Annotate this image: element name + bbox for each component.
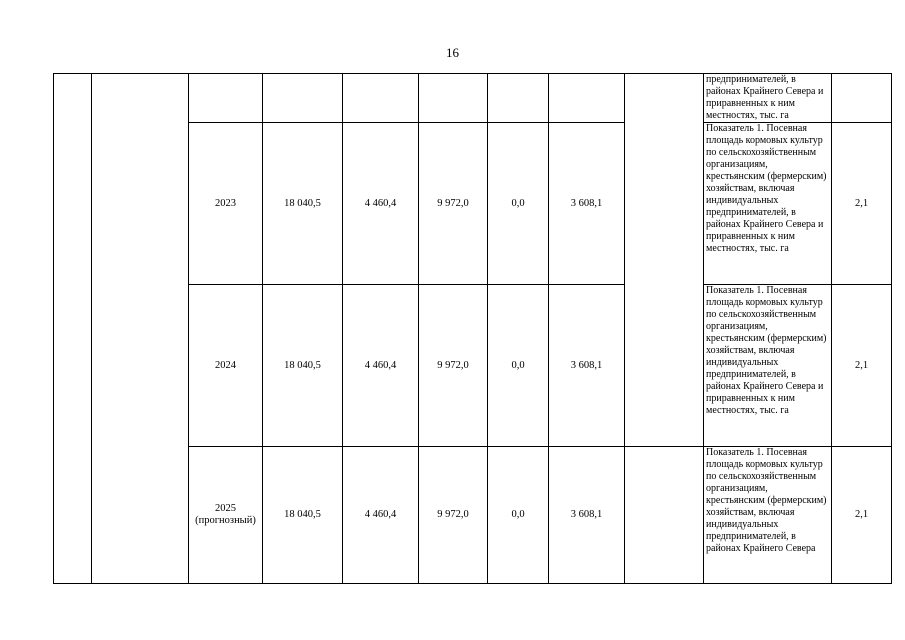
cell-regional: 9 972,0 [419, 447, 488, 584]
cell-value [832, 74, 892, 123]
cell-local: 0,0 [488, 447, 549, 584]
cell-other [549, 74, 625, 123]
cell-federal: 4 460,4 [343, 123, 419, 285]
cell-value: 2,1 [832, 285, 892, 447]
cell-executor [625, 74, 704, 447]
cell-indicator: Показатель 1. Посевная площадь кормовых культур по сельскохозяйственным организациям, крестьянским (фермерским) хозяйствам, включая индивидуальных предпринимателей, в районах Крайнего Севера и приравненных к ним местностях, тыс. га [704, 285, 832, 447]
cell-other: 3 608,1 [549, 447, 625, 584]
cell-value: 2,1 [832, 447, 892, 584]
cell-indicator: предпринимателей, в районах Крайнего Севера и приравненных к ним местностях, тыс. га [704, 74, 832, 123]
cell-indicator: Показатель 1. Посевная площадь кормовых культур по сельскохозяйственным организациям, крестьянским (фермерским) хозяйствам, включая индивидуальных предпринимателей, в районах Крайнего Севера и приравненных к ним местностях, тыс. га [704, 123, 832, 285]
cell-total [263, 74, 343, 123]
cell-other: 3 608,1 [549, 123, 625, 285]
cell-total: 18 040,5 [263, 447, 343, 584]
cell-federal [343, 74, 419, 123]
cell-federal: 4 460,4 [343, 447, 419, 584]
table-row [54, 74, 892, 123]
page-number: 16 [446, 45, 459, 60]
cell-year: 2023 [189, 123, 263, 285]
cell-number [54, 74, 92, 584]
cell-local: 0,0 [488, 123, 549, 285]
cell-value: 2,1 [832, 123, 892, 285]
cell-regional [419, 74, 488, 123]
cell-indicator: Показатель 1. Посевная площадь кормовых культур по сельскохозяйственным организациям, крестьянским (фермерским) хозяйствам, включая индивидуальных предпринимателей, в районах Крайнего Севера [704, 447, 832, 584]
cell-regional: 9 972,0 [419, 123, 488, 285]
cell-local: 0,0 [488, 285, 549, 447]
cell-other: 3 608,1 [549, 285, 625, 447]
cell-federal: 4 460,4 [343, 285, 419, 447]
cell-regional: 9 972,0 [419, 285, 488, 447]
cell-year: 2024 [189, 285, 263, 447]
cell-local [488, 74, 549, 123]
budget-table [53, 73, 892, 584]
cell-executor [625, 447, 704, 584]
cell-year: 2025 (прогнозный) [189, 447, 263, 584]
cell-year [189, 74, 263, 123]
cell-total: 18 040,5 [263, 285, 343, 447]
cell-total: 18 040,5 [263, 123, 343, 285]
cell-name [92, 74, 189, 584]
